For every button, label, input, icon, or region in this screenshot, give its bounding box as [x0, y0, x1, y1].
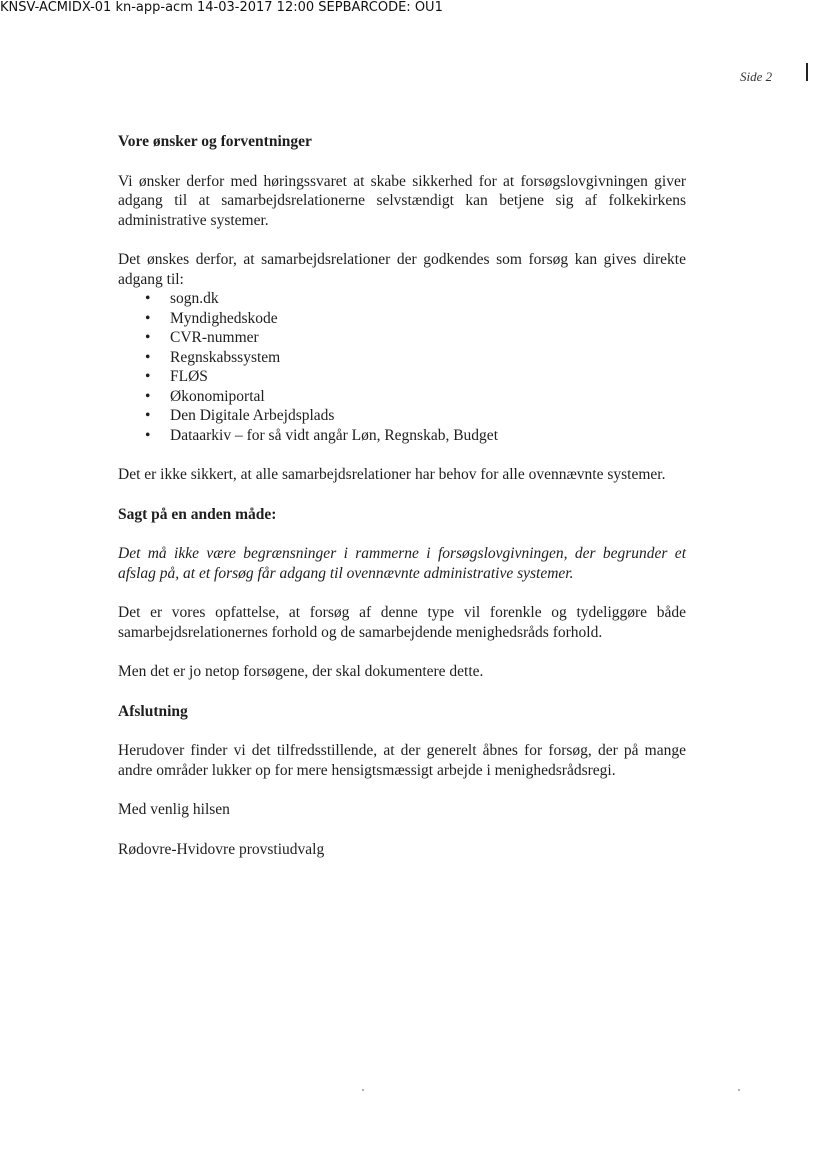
paragraph: Vi ønsker derfor med høringssvaret at skabe sikkerhed for at forsøgslovgivningen giver adgang til at samarbejdsrelationerne selvstændigt kan betjene sig af folkekirkens administrative systemer.: [118, 172, 686, 229]
list-item: • sogn.dk: [145, 289, 686, 309]
letter-body: [118, 132, 686, 859]
scan-speck: [738, 1089, 740, 1091]
italic-paragraph: Det må ikke være begrænsninger i rammerne i forsøgslovgivningen, der begrunder et afslag på, at et forsøg får adgang til ovennævnte administrative systemer.: [118, 545, 686, 582]
section-heading-closing: Afslutning: [118, 702, 188, 720]
section-heading-restated: Sagt på en anden måde:: [118, 505, 277, 523]
greeting: Med venlig hilsen: [118, 801, 230, 818]
list-item: • Økonomiportal: [145, 387, 686, 407]
page-number: Side 2: [740, 69, 773, 84]
list-item: • Myndighedskode: [145, 309, 686, 329]
paragraph: Herudover finder vi det tilfredsstillende, at der generelt åbnes for forsøg, der på mange andre områder lukker op for mere hensigtsmæssigt arbejde i menighedsrådsregi.: [118, 742, 686, 779]
paragraph: Det er ikke sikkert, at alle samarbejdsrelationer har behov for alle ovennævnte systemer.: [118, 466, 666, 483]
scan-speck: [362, 1089, 364, 1091]
margin-mark: [806, 63, 808, 81]
list-item: • Den Digitale Arbejdsplads: [145, 406, 686, 426]
sender: Rødovre-Hvidovre provstiudvalg: [118, 840, 325, 858]
list-item: • CVR-nummer: [145, 328, 686, 348]
list-item: • Dataarkiv – for så vidt angår Løn, Regnskab, Budget: [145, 426, 686, 446]
paragraph: Det er vores opfattelse, at forsøg af denne type vil forenkle og tydeliggøre både samarbejdsrelationernes forhold og de samarbejdende menighedsråds forhold.: [118, 604, 686, 641]
paragraph: Det ønskes derfor, at samarbejdsrelationer der godkendes som forsøg kan gives direkte adgang til:: [118, 251, 686, 288]
fax-header: KNSV-ACMIDX-01 kn-app-acm 14-03-2017 12:00 SEPBARCODE: OU1: [0, 0, 443, 15]
section-heading-wishes: Vore ønsker og forventninger: [118, 133, 312, 150]
list-item: • Regnskabssystem: [145, 348, 686, 368]
systems-list: [118, 289, 686, 445]
list-item: • FLØS: [145, 367, 686, 387]
paragraph: Men det er jo netop forsøgene, der skal dokumentere dette.: [118, 663, 484, 680]
